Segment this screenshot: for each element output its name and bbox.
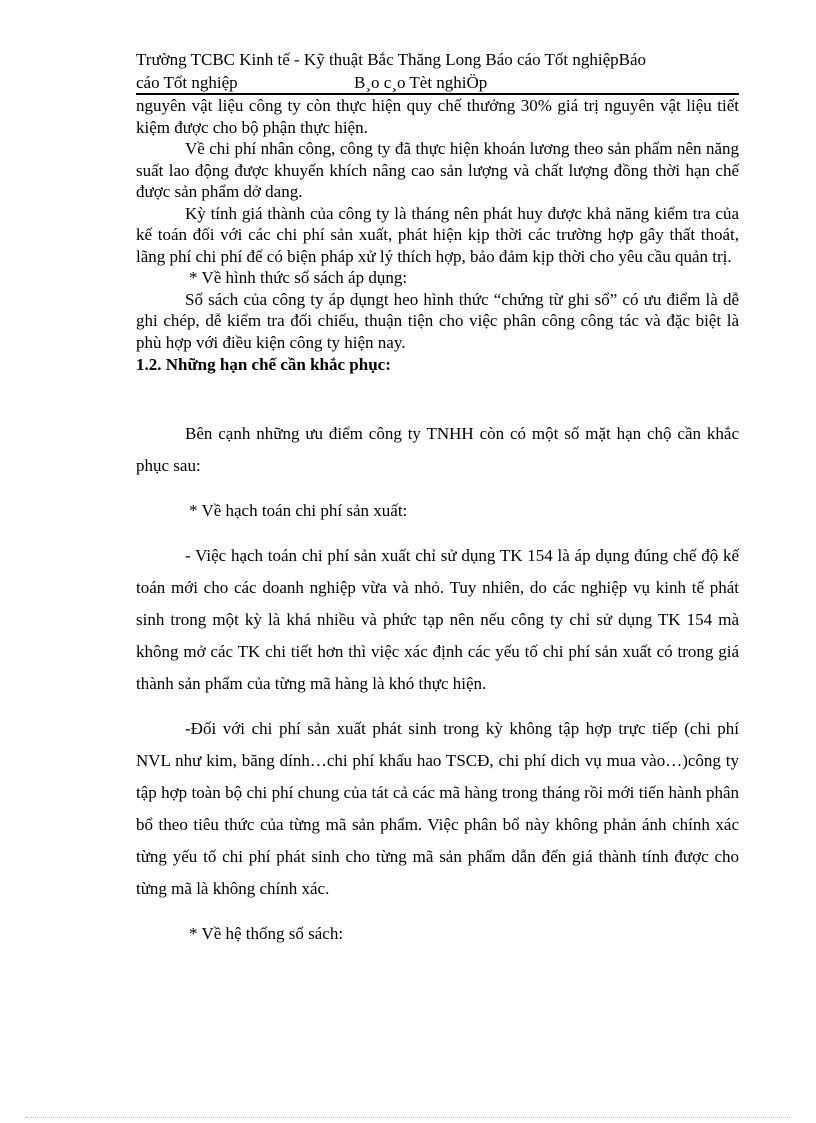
section-title: 1.2. Những hạn chế cần khắc phục: <box>136 355 391 374</box>
subheading-production-cost: * Về hạch toán chi phí sản xuất: <box>189 501 408 520</box>
paragraph-tk154: - Việc hạch toán chi phí sản xuất chỉ sử dụng TK 154 là áp dụng đúng chế độ kế toán mới cho các doanh nghiệp vừa và nhỏ. Tuy nhiên, do các nghiệp vụ kinh tế phát sinh trong một kỳ là khá nhiều và phức tạp nên nếu công ty chỉ sử dụng TK 154 mà không mở các TK chi tiết hơn thì việc xác định các yếu tố chi phí sản xuất có trong giá thành sản phẩm của từng mã hàng là khó thực hiện. <box>136 546 739 693</box>
header-line-1: Trường TCBC Kinh tế - Kỹ thuật Bắc Thăng Long Báo cáo Tốt nghiệpBáo <box>136 50 647 69</box>
page-bottom-border <box>26 1117 790 1118</box>
page-header <box>136 48 740 94</box>
spaced-text-block <box>136 418 739 963</box>
subheading-book-system: * Về hệ thống sổ sách: <box>189 924 344 943</box>
dense-text-block <box>136 95 739 353</box>
paragraph-indirect-costs: -Đối với chi phí sản xuất phát sinh trong kỳ không tập hợp trực tiếp (chi phí NVL như kim, băng dính…chi phí khấu hao TSCĐ, chi phí dich vụ mua vào…)công ty tập hợp toàn bộ chi phí chung của tát cả các mã hàng trong tháng rồi mới tiến hành phân bổ theo tiêu thức của từng mã sản phẩm. Việc phân bổ này không phản ánh chính xác từng yếu tố chi phí phát sinh cho từng mã sản phẩm dẫn đến giá thành tính được cho từng mã là không chính xác. <box>136 719 739 898</box>
paragraph-intro: Bên cạnh những ưu điểm công ty TNHH còn có một số mặt hạn chộ cần khắc phục sau: <box>136 424 739 475</box>
paragraph-labor-cost: Về chi phí nhân công, công ty đã thực hiện khoán lương theo sản phẩm nên năng suất lao động được khuyến khích nâng cao sản lượng và chất lượng đồng thời hạn chế được sản phẩm dở dang. <box>136 139 739 201</box>
header-report-label-legacy: B¸o c¸o Tèt nghiÖp <box>354 73 488 92</box>
header-report-label: cáo Tốt nghiệp <box>136 73 238 92</box>
paragraph-continued: nguyên vật liệu công ty còn thực hiện quy chế thưởng 30% giá trị nguyên vật liệu tiết kiệm được cho bộ phận thực hiện. <box>136 96 739 137</box>
header-line-2 <box>136 71 740 94</box>
paragraph-bookkeeping: Sổ sách của công ty áp dụngt heo hình thức “chứng từ ghi sổ” có ưu điểm là dễ ghi chép, dễ kiểm tra đối chiếu, thuận tiện cho việc phân công công tác và đặc biệt là phù hợp với điều kiện công ty hiện nay. <box>136 289 739 352</box>
paragraph-cost-period: Kỳ tính giá thành của công ty là tháng nên phát huy được khả năng kiểm tra của kế toán đối với các chi phí sản xuất, phát hiện kịp thời các trường hợp gây thất thoát, lãng phí chi phí để có biện pháp xử lý thích hợp, bảo đảm kịp thời cho yêu cầu quản trị. <box>136 203 739 266</box>
subheading-bookkeeping-form: * Về hình thức sổ sách áp dụng: <box>189 268 408 287</box>
